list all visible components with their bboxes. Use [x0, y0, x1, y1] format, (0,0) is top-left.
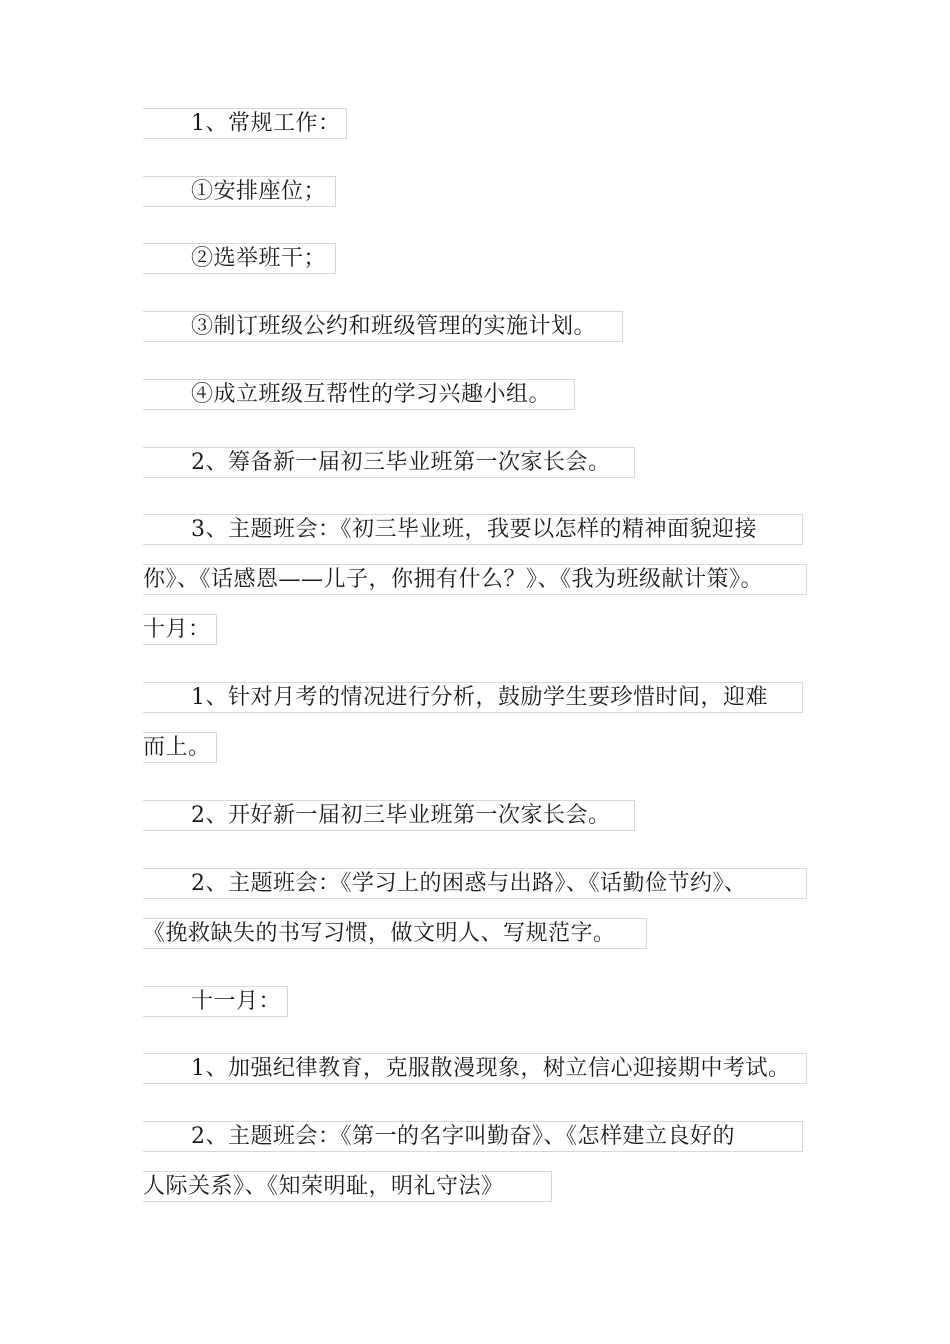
text-line-parents-meeting-prep: 2、筹备新一届初三毕业班第一次家长会。 [143, 447, 635, 478]
text-line-theme-meeting-3a: 2、主题班会：《第一的名字叫勤奋》、《怎样建立良好的 [143, 1121, 803, 1152]
month-heading-november: 十一月： [143, 986, 288, 1017]
text-line-arrange-seats: ①安排座位； [143, 176, 336, 207]
text-line-class-rules: ③制订班级公约和班级管理的实施计划。 [143, 311, 623, 342]
month-heading-october: 十月： [143, 614, 217, 645]
text-line-theme-meeting-2a: 2、主题班会：《学习上的困惑与出路》、《话勤俭节约》、 [143, 868, 807, 899]
text-line-elect-class-leaders: ②选举班干； [143, 243, 336, 274]
text-line-regular-work: 1、常规工作： [143, 108, 347, 139]
text-line-monthly-exam-analysis-a: 1、针对月考的情况进行分析，鼓励学生要珍惜时间，迎难 [143, 682, 803, 713]
text-line-discipline-education: 1、加强纪律教育，克服散漫现象，树立信心迎接期中考试。 [143, 1053, 807, 1084]
text-line-theme-meeting-3b: 人际关系》、《知荣明耻，明礼守法》 [143, 1171, 552, 1202]
text-line-theme-meeting-1a: 3、主题班会：《初三毕业班，我要以怎样的精神面貌迎接 [143, 514, 803, 545]
text-line-theme-meeting-1b: 你》、《话感恩——儿子，你拥有什么？》、《我为班级献计策》。 [143, 564, 807, 595]
text-line-theme-meeting-2b: 《挽救缺失的书写习惯，做文明人、写规范字。 [143, 918, 647, 949]
text-line-parents-meeting: 2、开好新一届初三毕业班第一次家长会。 [143, 800, 635, 831]
text-line-monthly-exam-analysis-b: 而上。 [143, 732, 217, 763]
text-line-study-groups: ④成立班级互帮性的学习兴趣小组。 [143, 379, 575, 410]
